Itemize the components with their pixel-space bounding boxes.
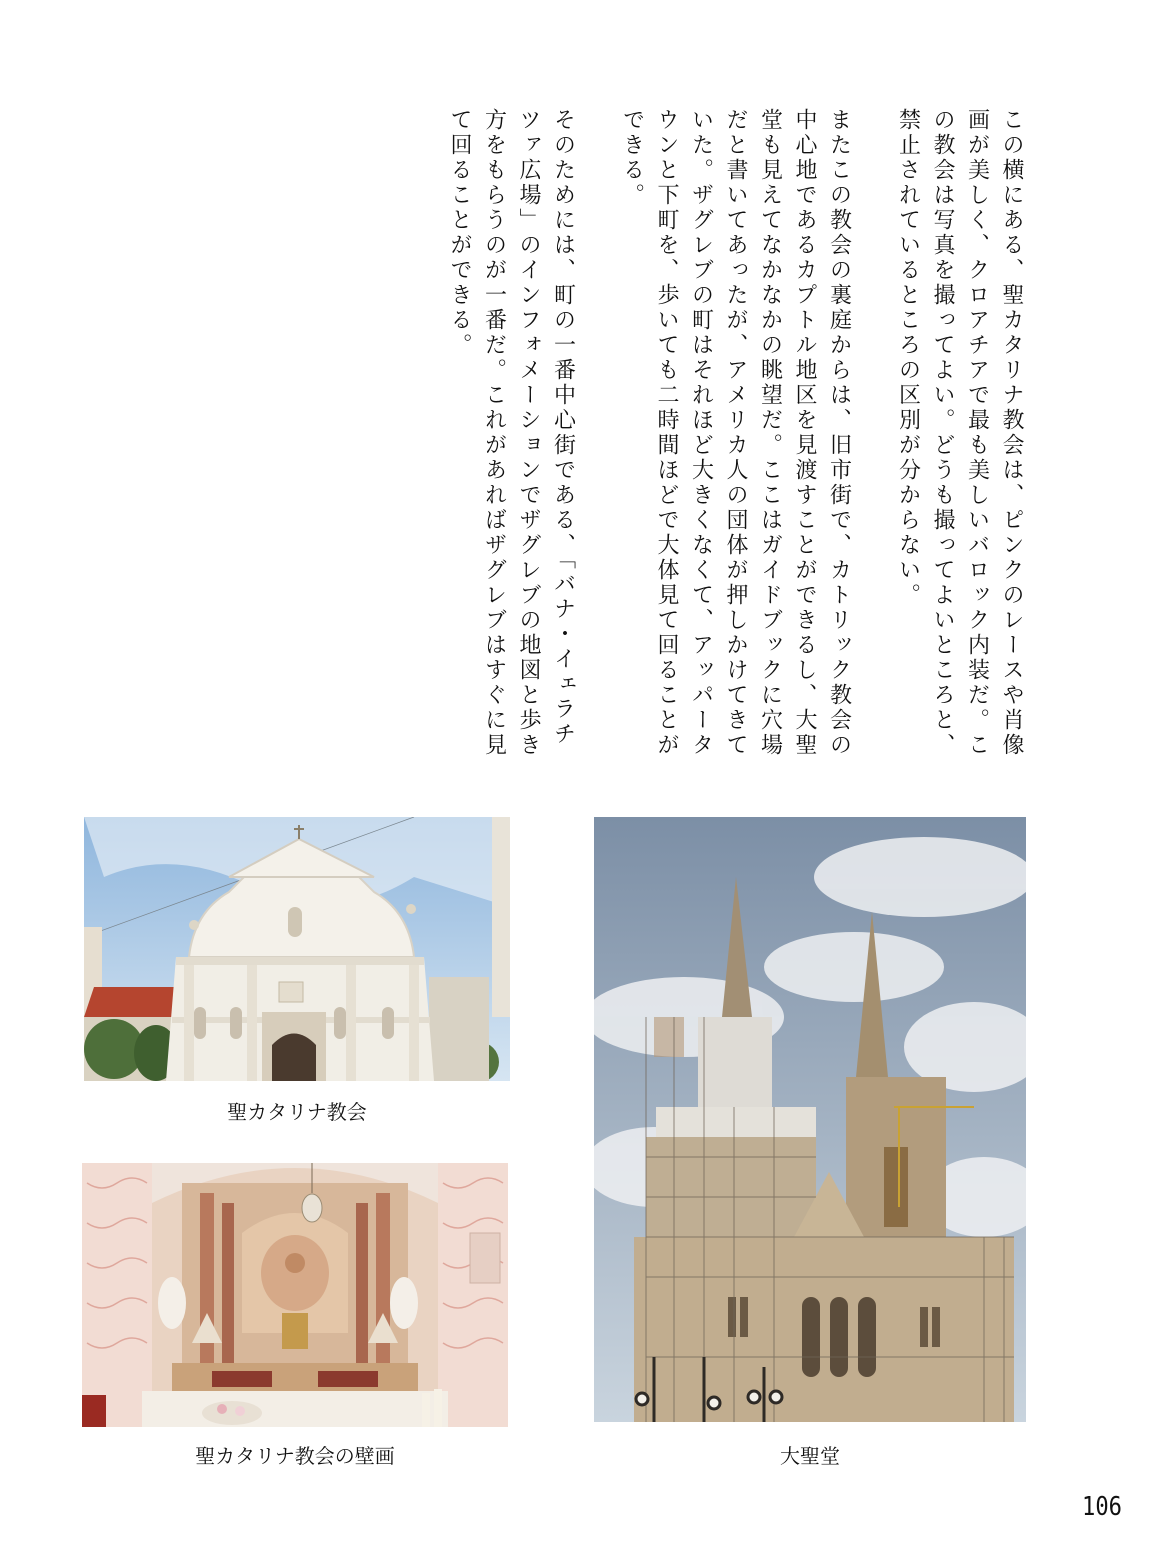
interior-caption: 聖カタリナ教会の壁画 — [195, 1444, 395, 1468]
paragraph-1: この横にある、聖カタリナ教会は、ピンクのレースや肖像画が美しく、クロアチアで最も美しいバロック内装だ。この教会は写真を撮ってよい。どうも撮ってよいところと、禁止されているところの区別が分からない。 — [895, 108, 1024, 758]
cathedral-photo — [594, 817, 1026, 1422]
body-text — [407, 108, 1028, 758]
cathedral-caption: 大聖堂 — [780, 1444, 840, 1468]
paragraph-3: そのためには、町の一番中心街である、「バナ・イェラチツァ広場」のインフォメーションでザグレブの地図と歩き方をもらうのが一番だ。これがあればザグレブはすぐに見て回ることができる。 — [447, 108, 576, 758]
church-caption: 聖カタリナ教会 — [227, 1100, 367, 1124]
church-photo — [84, 817, 510, 1081]
page-number: 106 — [1082, 1492, 1122, 1522]
interior-photo — [82, 1163, 508, 1427]
paragraph-2: またこの教会の裏庭からは、旧市街で、カトリック教会の中心地であるカプトル地区を見渡すことができるし、大聖堂も見えてなかなかの眺望だ。ここはガイドブックに穴場だと書いてあったが、アメリカ人の団体が押しかけてきていた。ザグレブの町はそれほど大きくなくて、アッパータウンと下町を、歩いても二時間ほどで大体見て回ることができる。 — [619, 108, 852, 758]
